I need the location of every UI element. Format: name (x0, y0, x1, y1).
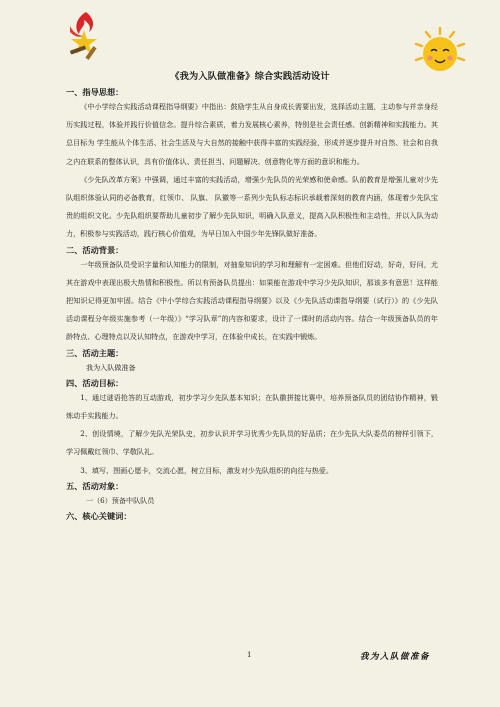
page-number: 1 (247, 651, 252, 659)
document-title: 《我为入队做准备》综合实践活动设计 (170, 71, 330, 82)
paragraph: 《中小学综合实践活动课程指导纲要》中指出：鼓励学生从自身成长需要出发，选择活动主题，主动参与并亲身经历实践过程，体验并践行价值信念。提升综合素质，着力发展核心素养，特别是社会责任感、创新精神和实践能力。其总目标为 学生能从个体生活、社会生活及与大自然的接触中获得丰富的实践经验，形成并逐步提升对自然、社会和自我之内在联系的整体认识，具有价值体认、责任担当、问题解决、创意物化等方面的意识和能力。 (66, 102, 438, 166)
audience-text: 一（6）预备中队队员 (86, 495, 155, 505)
paragraph: 一年级预备队员受识字量和认知能力的限制，对抽象知识的学习和理解有一定困难。但他们好动，好奇，好问，尤其在游戏中表现出极大热情和积极性。所以有预备队员提出：如果能在游戏中学习少先队知识，那该多有意思！这样能把知识记得更加牢固。结合《中小学综合实践活动课程指导纲要》以及《少先队活动课指导纲要（试行）》的《少先队活动课程分年级实施参考（一年级）》“学习队章”的内容和要求，设计了一课时的活动内容。结合一年级预备队员的年龄特点、心理特点以及认知特点，在游戏中学习，在体验中成长，在实践中锻炼。 (66, 259, 438, 342)
section-heading: 六、核心关键词： (66, 511, 132, 522)
objective-item: 2、创设情境，了解少先队光荣队史，初步认识并学习优秀少先队员的好品质；在少先队大队委员的榜样引领下，学习佩戴红领巾、学敬队礼。 (66, 429, 438, 457)
objective-item: 1、通过谜语抢答的互动游戏，初步学习少先队基本知识；在队徽拼接比赛中，培养预备队员的团结协作精神，锻炼动手实践能力。 (66, 392, 438, 421)
paragraph: 《少先队改革方案》中强调，通过丰富的实践活动，增强少先队员的光荣感和使命感。队前教育是增强儿童对少先队组织体验认同的必备教育，红领巾、 队旗、 队徽等一系列少先队标志标识承载着深刻的教育内涵，体现着少先队宝贵的组织文化。少先队组织要帮助儿童初步了解少先队知识，明确入队意义，提高入队积极性和主动性，并以入队为动力，积极参与实践活动，践行核心价值观，为早日加入中国少年先锋队做好准备。 (66, 174, 438, 239)
section-heading: 四、活动目标： (66, 377, 124, 388)
footer-brand: 我为入队做准备 (360, 652, 431, 662)
young-pioneer-emblem-icon (56, 8, 112, 62)
section-heading: 五、活动对象： (66, 480, 124, 491)
objective-item: 3、填写、图画心愿卡，交流心愿，树立目标，激发对少先队组织的向往与热爱。 (80, 465, 333, 475)
section-heading: 一、指导思想： (66, 87, 124, 97)
document-body (66, 86, 438, 522)
theme-text: 我为入队做准备 (86, 362, 136, 372)
section-heading: 二、活动背景： (66, 244, 124, 255)
section-heading: 三、活动主题： (66, 347, 124, 358)
